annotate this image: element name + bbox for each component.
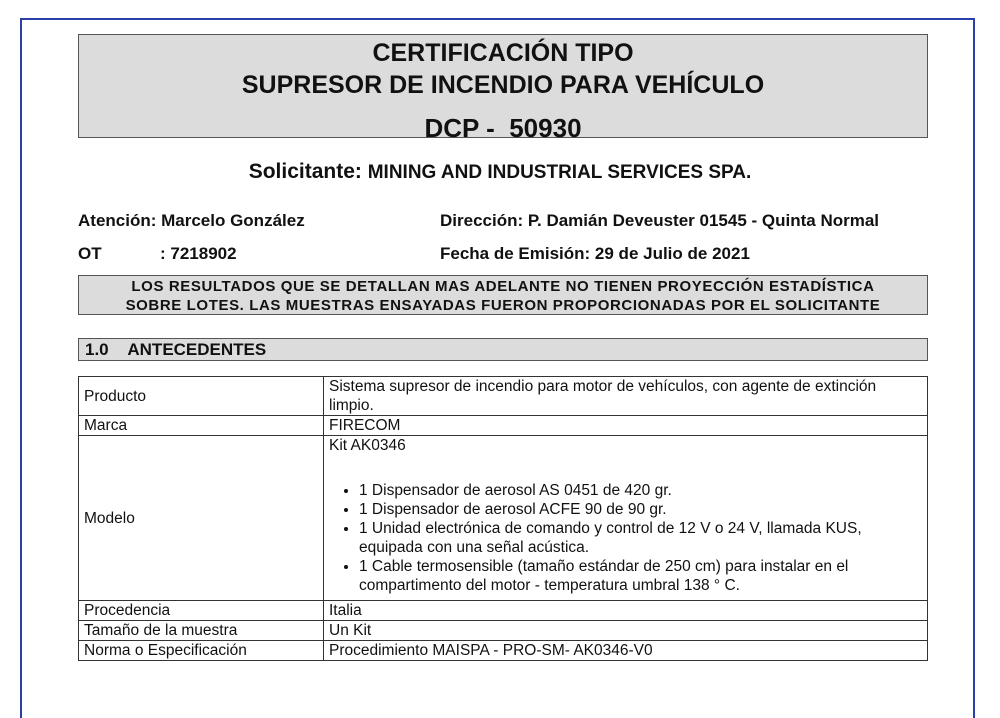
tamano-value: Un Kit (324, 621, 928, 641)
solicitante-value: MINING AND INDUSTRIAL SERVICES SPA. (367, 162, 752, 183)
producto-label: Producto (79, 377, 324, 416)
document-code: DCP - 50930 (424, 113, 582, 143)
table-row (79, 601, 928, 621)
solicitante-label: Solicitante: (248, 160, 362, 183)
procedencia-value: Italia (324, 601, 928, 621)
table-row (79, 436, 928, 601)
list-item: • 1 Dispensador de aerosol AS 0451 de 420 gr. (359, 481, 922, 500)
title-box (78, 34, 928, 143)
antecedentes-table (78, 376, 928, 661)
notice-box (78, 275, 928, 315)
atencion-field: Atención: Marcelo González (78, 211, 305, 230)
list-item: • 1 Cable termosensible (tamaño estándar de 250 cm) para instalar en el compartimento del motor - temperatura umbral 138 ° C. (359, 557, 922, 595)
marca-label: Marca (79, 416, 324, 436)
norma-value: Procedimiento MAISPA - PRO-SM- AK0346-V0 (324, 641, 928, 661)
list-item: • 1 Unidad electrónica de comando y control de 12 V o 24 V, llamada KUS, equipada con una señal acústica. (359, 519, 922, 557)
section-number: 1.0 (85, 340, 109, 359)
fecha-emision-field: Fecha de Emisión: 29 de Julio de 2021 (440, 244, 750, 263)
modelo-label: Modelo (79, 436, 324, 601)
notice-line-2: SOBRE LOTES. LAS MUESTRAS ENSAYADAS FUERON PROPORCIONADAS POR EL SOLICITANTE (125, 297, 881, 314)
tamano-label: Tamaño de la muestra (79, 621, 324, 641)
section-title: ANTECEDENTES (127, 340, 267, 359)
table-row (79, 377, 928, 416)
norma-label: Norma o Especificación (79, 641, 324, 661)
direccion-field: Dirección: P. Damián Deveuster 01545 - Quinta Normal (440, 211, 880, 230)
procedencia-label: Procedencia (79, 601, 324, 621)
section-heading (78, 338, 928, 361)
solicitante-line (0, 160, 1000, 184)
ot-label: OT (78, 244, 102, 263)
list-item: • 1 Dispensador de aerosol ACFE 90 de 90 gr. (359, 500, 922, 519)
modelo-components-list (329, 481, 922, 595)
table-row (79, 416, 928, 436)
ot-value: : 7218902 (160, 244, 237, 263)
modelo-kit: Kit AK0346 (329, 437, 406, 454)
title-line-1: CERTIFICACIÓN TIPO (372, 39, 634, 67)
marca-value: FIRECOM (324, 416, 928, 436)
table-row (79, 641, 928, 661)
title-line-2: SUPRESOR DE INCENDIO PARA VEHÍCULO (241, 71, 765, 99)
modelo-value (324, 436, 928, 601)
table-row (79, 621, 928, 641)
notice-line-1: LOS RESULTADOS QUE SE DETALLAN MAS ADELANTE NO TIENEN PROYECCIÓN ESTADÍSTICA (131, 278, 875, 295)
producto-value: Sistema supresor de incendio para motor de vehículos, con agente de extinción limpio. (324, 377, 928, 416)
